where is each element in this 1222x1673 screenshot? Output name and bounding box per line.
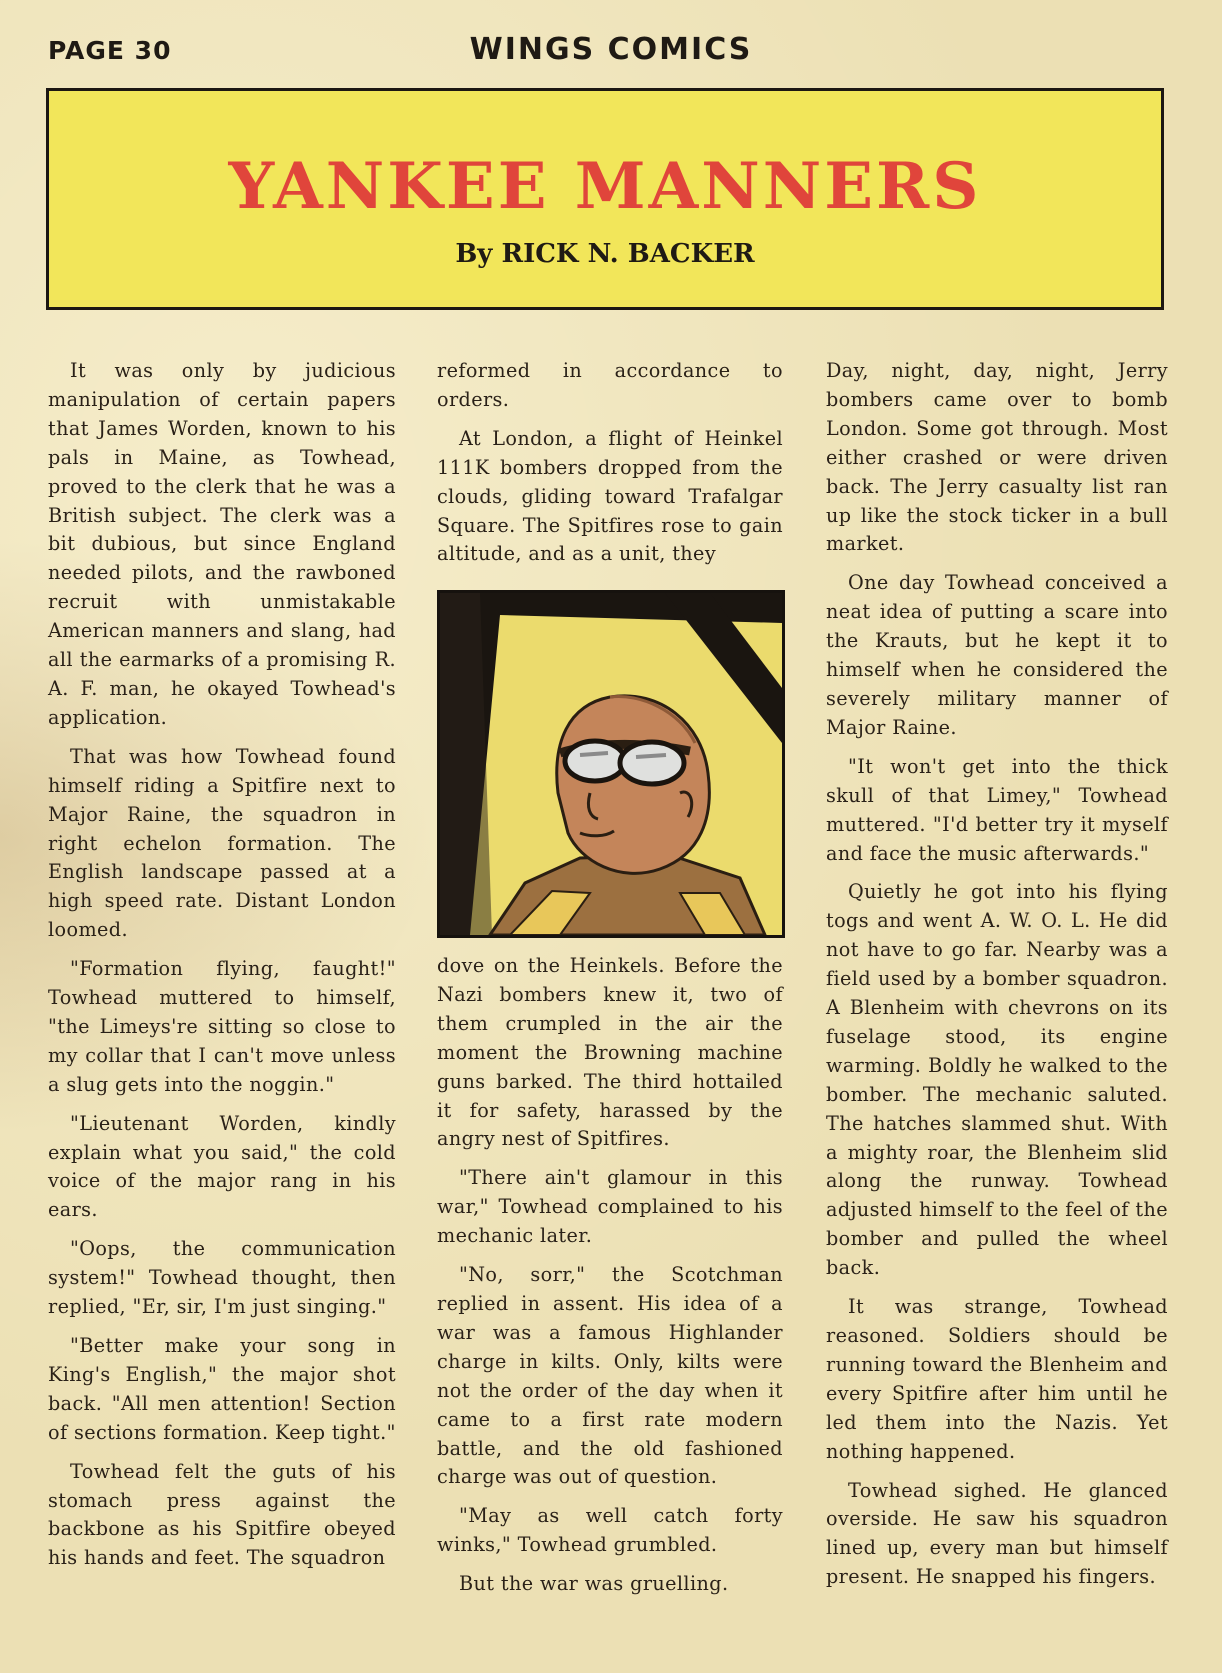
paragraph: One day Towhead conceived a neat idea of putting a scare into the Krauts, but he kept it to himself when he considered the severely military manner of Major Raine. [826, 571, 1168, 739]
paragraph: Quietly he got into his flying togs and went A. W. O. L. He did not have to go far. Nearby was a field used by a bomber squadron. A Blenheim with chevrons on its fuselage stood, its engine warming. Boldly he walked to the bomber. The mechanic saluted. The hatches slammed shut. With a mighty roar, the Blenheim slid along the runway. Towhead adjusted himself to the feel of the bomber and pulled the wheel back. [826, 880, 1168, 1280]
pilot-portrait-graphic [440, 593, 782, 935]
paragraph: "Lieutenant Worden, kindly explain what you said," the cold voice of the major rang in his ears. [48, 1111, 396, 1222]
pilot-illustration [437, 590, 785, 938]
paragraph: dove on the Heinkels. Before the Nazi bombers knew it, two of them crumpled in the air the moment the Browning machine guns barked. The third hottailed it for safety, harassed by the angry nest of Spitfires. [437, 954, 783, 1151]
text-column-2-top [437, 357, 783, 579]
page-number: PAGE 30 [48, 36, 172, 65]
title-box [46, 88, 1164, 310]
paragraph: reformed in accordance to orders. [437, 359, 783, 411]
paragraph: Day, night, day, night, Jerry bombers came over to bomb London. Some got through. Most either crashed or were driven back. The Jerry casualty list ran up like the stock ticker in a bull market. [826, 359, 1168, 556]
paragraph: "It won't get into the thick skull of that Limey," Towhead muttered. "I'd better try it myself and face the music afterwards." [826, 754, 1168, 865]
paragraph: It was only by judicious manipulation of certain papers that James Worden, known to his pals in Maine, as Towhead, proved to the clerk that he was a British subject. The clerk was a bit dubious, but since England needed pilots, and the rawboned recruit with unmistakable American manners and slang, had all the earmarks of a promising R. A. F. man, he okayed Towhead's application. [48, 359, 396, 729]
text-column-1 [48, 357, 396, 1583]
paragraph: "May as well catch forty winks," Towhead grumbled. [437, 1504, 783, 1557]
paragraph: "Better make your song in King's English," the major shot back. "All men attention! Section of sections formation. Keep tight." [48, 1334, 396, 1444]
paragraph: It was strange, Towhead reasoned. Soldiers should be running toward the Blenheim and every Spitfire after him until he led them into the Nazis. Yet nothing happened. [826, 1295, 1168, 1463]
paragraph: But the war was gruelling. [459, 1572, 729, 1596]
paragraph: "No, sorr," the Scotchman replied in assent. His idea of a war was a famous Highlander charge in kilts. Only, kilts were not the order of the day when it came to a first rate modern battle, and the old fashioned charge was out of question. [437, 1263, 783, 1489]
paragraph: That was how Towhead found himself riding a Spitfire next to Major Raine, the squadron in right echelon formation. The English landscape passed at a high speed rate. Distant London loomed. [48, 744, 396, 942]
paragraph: "There ain't glamour in this war," Towhead complained to his mechanic later. [437, 1166, 783, 1248]
paragraph: At London, a flight of Heinkel 111K bombers dropped from the clouds, gliding toward Trafalgar Square. The Spitfires rose to gain altitude, and as a unit, they [437, 426, 783, 566]
paragraph: Towhead sighed. He glanced overside. He saw his squadron lined up, every man but himself present. He snapped his fingers. [826, 1478, 1168, 1589]
paragraph: Towhead felt the guts of his stomach press against the backbone as his Spitfire obeyed his hands and feet. The squadron [48, 1459, 396, 1570]
story-byline: By RICK N. BACKER [455, 239, 755, 269]
text-column-3 [826, 357, 1168, 1602]
text-column-2-bottom [437, 952, 783, 1609]
magazine-title: WINGS COMICS [469, 32, 753, 67]
paragraph: "Formation flying, faught!" Towhead muttered to himself, "the Limeys're sitting so close to my collar that I can't move unless a slug gets into the noggin." [48, 957, 396, 1096]
story-title: YANKEE MANNERS [228, 149, 982, 224]
paragraph: "Oops, the communication system!" Towhead thought, then replied, "Er, sir, I'm just singing." [48, 1237, 396, 1319]
running-header [0, 30, 1222, 70]
